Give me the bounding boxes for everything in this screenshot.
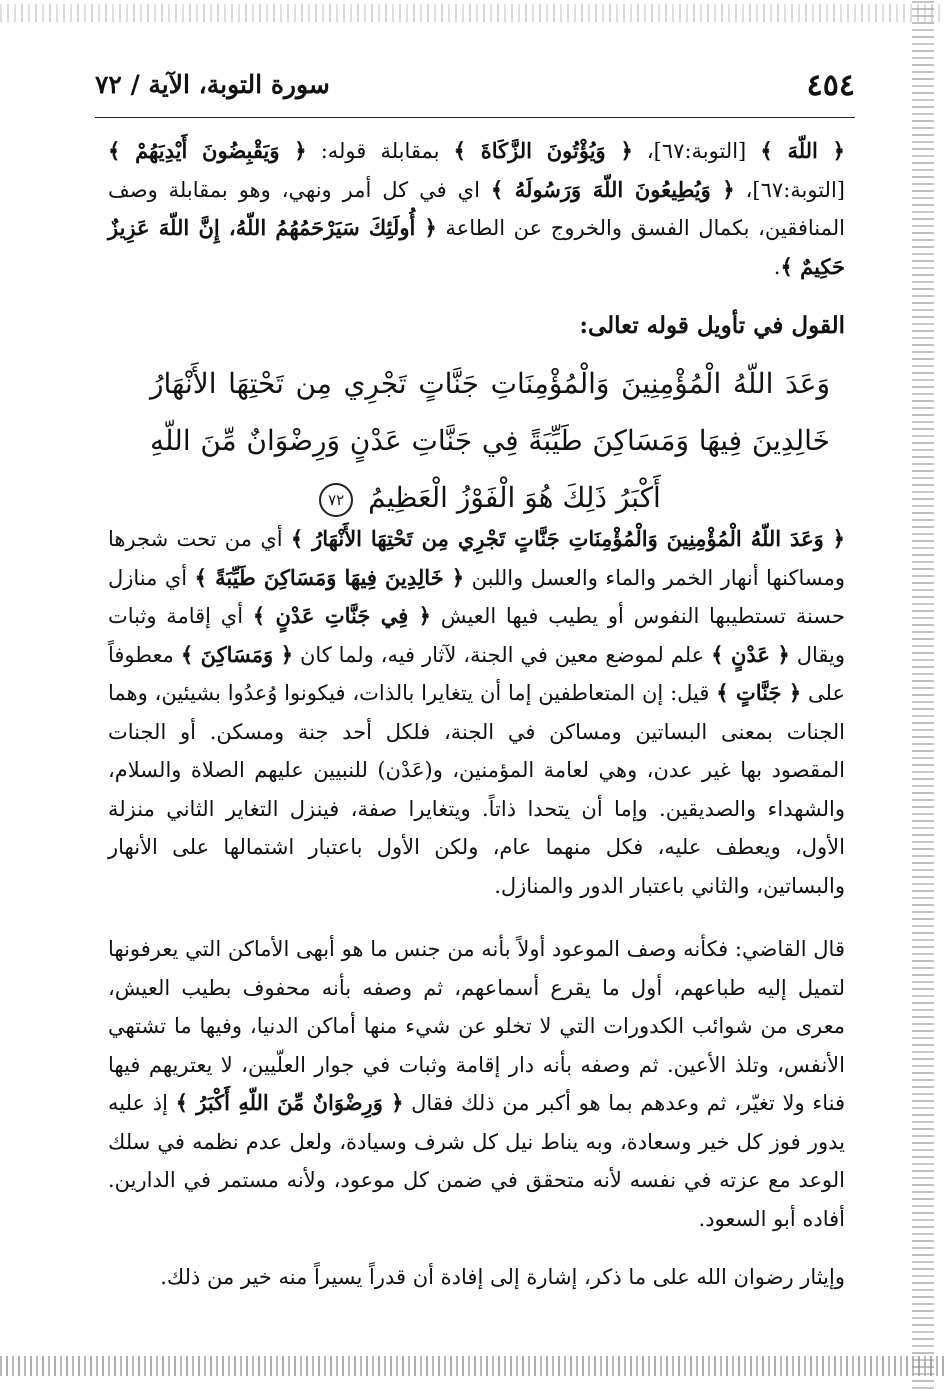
- running-title: سورة التوبة، الآية / ٧٢: [95, 70, 330, 99]
- paragraph-text: وإيثار رضوان الله على ما ذكر، إشارة إلى إفادة أن قدراً يسيراً منه خير من ذلك.: [160, 1265, 845, 1289]
- paragraph-text: أي من تحت شجرها ومساكنها أنهار الخمر والماء والعسل واللبن: [108, 527, 845, 590]
- paragraph-4: [108, 1258, 845, 1297]
- paragraph-3: [108, 930, 845, 1238]
- paragraph-text: علم لموضع معين في الجنة، لآثار فيه، ولما كان: [293, 642, 712, 667]
- paragraph-text: [التوبة:٦٧]،: [734, 177, 845, 202]
- paragraph-text: [التوبة:٦٧]،: [632, 139, 761, 163]
- right-decorative-border: [912, 0, 934, 1389]
- quran-quote: ﴿ وَيُؤْتُونَ الزَّكَاةَ ﴾: [453, 138, 633, 163]
- paragraph-text: بمقابلة قوله:: [306, 139, 454, 163]
- bottom-decorative-border: [0, 1356, 945, 1376]
- paragraph-text: .: [773, 254, 781, 279]
- paragraph-2: [108, 520, 845, 905]
- quran-quote: ﴿ عَدْنٍ ﴾: [711, 641, 790, 667]
- header-rule: [95, 117, 855, 118]
- quran-quote: ﴿ جَنَّاتٍ ﴾: [716, 680, 802, 705]
- page-number: ٤٥٤: [806, 68, 855, 103]
- paragraph-text: قيل: إن المتعاطفين إما أن يتغايرا بالذات، فيكونوا وُعدُوا بشيئين، وهما الجنات بمعنى البساتين ومساكن في الجنة، فلكل أحد جنة ومسكن. أو الجنات المقصود بها غير عدن، وهي لعامة المؤمنين، و(عَدْن) للنبيين عليهم الصلاة والسلام، والشهداء والصديقين. وإما أن يتحدا ذاتاً. ويتغايرا صفة، فينزل التغاير الثاني منزلة الأول، ويعطف عليه، فكل منهما عام، ولكن الأول باعتبار اشتمالها على الأنهار والبساتين، والثاني باعتبار الدور والمنازل.: [108, 681, 845, 898]
- paragraph-text: إذ عليه يدور فوز كل خير وسعادة، وبه يناط نيل كل شرف وسيادة، ولعل عدم نظمه في سلك الوعد مع عزته في نفسه لأنه متحقق في ضمن كل موعود، ولأنه مستمر في الدارين. أفاده أبو السعود.: [108, 1091, 845, 1231]
- quran-quote: ﴿ أُولَئِكَ سَيَرْحَمُهُمُ اللّهُ، إِنَّ اللّهَ عَزِيزٌ حَكِيمٌ ﴾: [108, 215, 845, 279]
- paragraph-text: أي إقامة وثبات ويقال: [108, 604, 845, 667]
- section-heading: القول في تأويل قوله تعالى:: [579, 312, 845, 339]
- paragraph-text: قال القاضي: فكأنه وصف الموعود أولاً بأنه من جنس ما هو أبهى الأماكن التي يعرفونها لتميل إليه طباعهم، أول ما يقرع أسماعهم، ثم وصفه بأنه محفوف بطيب العيش، معرى من شوائب الكدورات التي لا تخلو عن شيء منها أماكن الدنيا، وفيها ما تشتهي الأنفس، وتلذ الأعين. ثم وصفه بأنه دار إقامة وثبات في جوار العلّيين، لا يعتريهم فيها فناء ولا تغيّر، ثم وعدهم بما هو أكبر من ذلك فقال: [108, 937, 845, 1115]
- quran-quote: ﴿ وَعَدَ اللّهُ الْمُؤْمِنِينَ وَالْمُؤْمِنَاتِ جَنَّاتٍ تَجْرِي مِن تَحْتِهَا الأَنْهَارُ ﴾: [290, 526, 845, 551]
- quran-quote: ﴿ خَالِدِينَ فِيهَا وَمَسَاكِنَ طَيِّبَةً ﴾: [194, 564, 465, 590]
- paragraph-1: [108, 132, 845, 286]
- quran-quote: ﴿ وَرِضْوَانٌ مِّنَ اللّهِ أَكْبَرُ ﴾: [175, 1090, 404, 1115]
- quran-quote: ﴿ اللّهَ ﴾: [760, 138, 845, 163]
- top-decorative-border: [0, 4, 945, 22]
- quran-quote: ﴿ فِي جَنَّاتِ عَدْنٍ ﴾: [252, 603, 431, 628]
- paragraph-text: معطوفاً على: [108, 642, 846, 705]
- paragraph-text: اي في كل أمر ونهي، وهو بمقابلة وصف المنافقين، بكمال الفسق والخروج عن الطاعة: [108, 177, 845, 240]
- quran-quote: ﴿ وَمَسَاكِنَ ﴾: [180, 641, 294, 667]
- verse-text: وَعَدَ اللّهُ الْمُؤْمِنِينَ وَالْمُؤْمِنَاتِ جَنَّاتٍ تَجْرِي مِن تَحْتِهَا الأَنْهَارُ خَالِدِينَ فِيهَا وَمَسَاكِنَ طَيِّبَةً فِي جَنَّاتِ عَدْنٍ وَرِضْوَانٌ مِّنَ اللّهِ أَكْبَرُ ذَلِكَ هُوَ الْفَوْزُ الْعَظِيمُ: [150, 367, 830, 514]
- quran-quote: ﴿ وَيُطِيعُونَ اللّهَ وَرَسُولَهُ ﴾: [490, 176, 735, 202]
- page-header: [95, 68, 855, 108]
- paragraph-text: أي منازل حسنة تستطيبها النفوس أو يطيب فيها العيش: [108, 565, 846, 628]
- verse-number-badge: ٧٢: [319, 483, 353, 517]
- quran-verse: [150, 355, 830, 526]
- quran-quote: ﴿ وَيَقْبِضُونَ أَيْدِيَهُمْ ﴾: [108, 138, 307, 163]
